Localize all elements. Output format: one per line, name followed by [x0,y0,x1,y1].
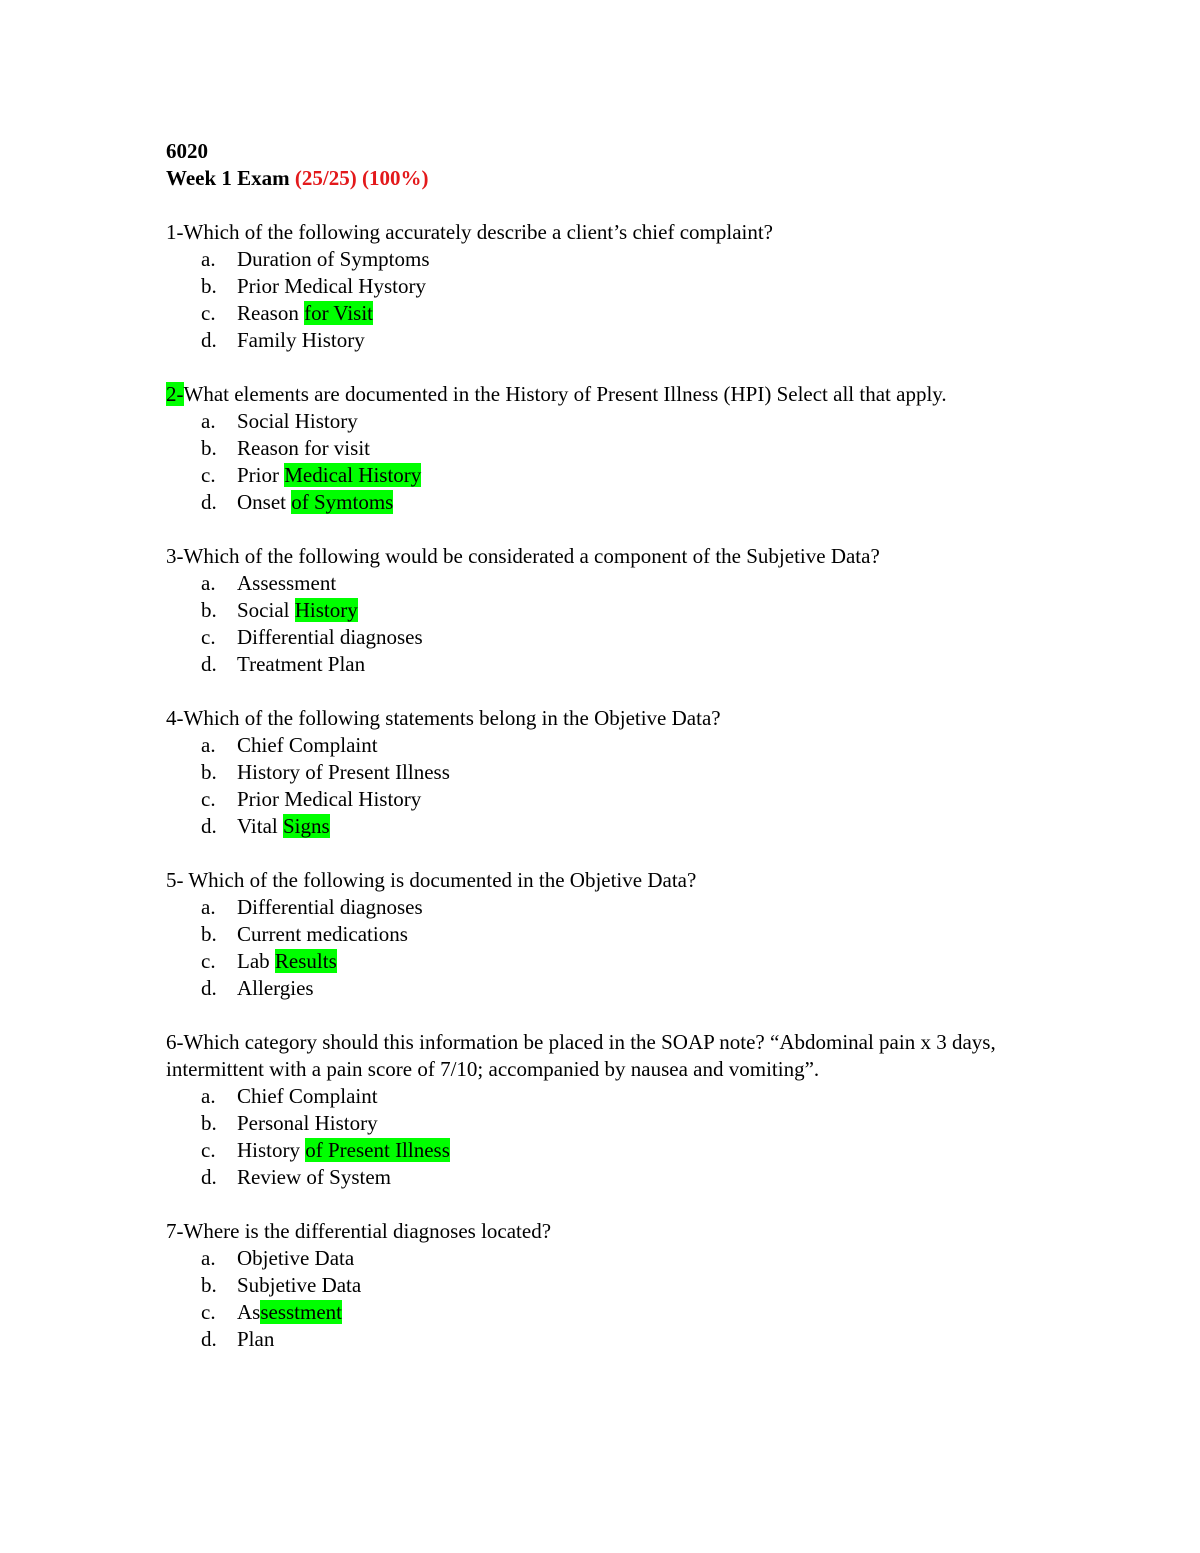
question-prompt-text: 1-Which of the following accurately describe a client’s chief complaint? [166,220,774,244]
option-letter: a. [201,895,216,919]
option-text: Plan [237,1327,275,1351]
option-body [237,1245,354,1272]
option-body [237,651,365,678]
question-6 [166,1029,1046,1191]
answer-options [166,732,1046,840]
answer-option [166,1137,1046,1164]
answer-option [166,921,1046,948]
answer-option [166,489,1046,516]
answer-option [166,651,1046,678]
option-text: Social [237,598,295,622]
option-letter: a. [201,733,216,757]
answer-option [166,1299,1046,1326]
answer-options [166,1245,1046,1353]
answer-option [166,435,1046,462]
exam-title [166,165,1046,192]
option-text: Current medications [237,922,408,946]
course-number: 6020 [166,139,208,163]
option-text: Onset [237,490,292,514]
option-text: Chief Complaint [237,733,378,757]
option-body [237,624,423,651]
option-highlight: sesstment [260,1300,343,1324]
option-body [237,921,408,948]
answer-option [166,597,1046,624]
question-prompt [166,705,1046,732]
option-text: Vital [237,814,283,838]
option-body [237,1110,378,1137]
question-1 [166,219,1046,354]
option-text: Reason for visit [237,436,370,460]
option-body [237,732,378,759]
option-letter: d. [201,814,217,838]
option-body [237,1299,342,1326]
option-letter: c. [201,949,216,973]
answer-option [166,462,1046,489]
option-text: Social History [237,409,358,433]
option-highlight: for Visit [304,301,374,325]
option-text: Differential diagnoses [237,625,423,649]
question-prompt [166,867,1046,894]
answer-option [166,813,1046,840]
option-letter: d. [201,490,217,514]
exam-name: Week 1 Exam [166,166,290,190]
option-body [237,786,421,813]
answer-option [166,1245,1046,1272]
answer-option [166,300,1046,327]
answer-option [166,1164,1046,1191]
option-body [237,1326,274,1353]
option-letter: c. [201,1138,216,1162]
answer-option [166,327,1046,354]
option-text: Duration of Symptoms [237,247,430,271]
option-letter: a. [201,1246,216,1270]
answer-option [166,1272,1046,1299]
option-highlight: of Present Illness [305,1138,450,1162]
option-body [237,759,450,786]
option-body [237,894,423,921]
answer-option [166,408,1046,435]
option-highlight: Signs [282,814,330,838]
answer-option [166,894,1046,921]
option-letter: c. [201,301,216,325]
option-letter: c. [201,463,216,487]
option-text: Differential diagnoses [237,895,423,919]
option-text: Prior [237,463,285,487]
question-prompt-text: 3-Which of the following would be considerated a component of the Subjetive Data? [166,544,880,568]
option-text: As [237,1300,261,1324]
question-3 [166,543,1046,678]
option-letter: b. [201,598,217,622]
answer-options [166,246,1046,354]
option-body [237,975,314,1002]
option-highlight: Medical History [284,463,422,487]
option-text: Subjetive Data [237,1273,362,1297]
option-text: Prior Medical Hystory [237,274,426,298]
option-body [237,246,430,273]
option-body [237,462,421,489]
option-body [237,489,393,516]
option-text: Objetive Data [237,1246,355,1270]
exam-document [166,138,1046,1353]
answer-options [166,1083,1046,1191]
option-body [237,435,370,462]
option-text: Family History [237,328,365,352]
option-text: History [237,1138,306,1162]
option-letter: c. [201,625,216,649]
option-text: Treatment Plan [237,652,366,676]
answer-option [166,1083,1046,1110]
question-7 [166,1218,1046,1353]
option-body [237,1272,361,1299]
option-letter: d. [201,652,217,676]
question-5 [166,867,1046,1002]
answer-option [166,246,1046,273]
option-body [237,948,337,975]
question-2 [166,381,1046,516]
question-prompt-text: 5- Which of the following is documented in the Objetive Data? [166,868,697,892]
option-body [237,813,330,840]
option-text: Review of System [237,1165,391,1189]
answer-option [166,273,1046,300]
question-prompt-text: 4-Which of the following statements belong in the Objetive Data? [166,706,721,730]
option-text: Reason [237,301,305,325]
question-prompt-text: What elements are documented in the History of Present Illness (HPI) Select all that apply. [183,382,947,406]
answer-option [166,975,1046,1002]
option-text: Lab [237,949,275,973]
answer-options [166,570,1046,678]
option-letter: b. [201,760,217,784]
question-prompt [166,1218,1046,1245]
option-letter: d. [201,328,217,352]
option-body [237,408,358,435]
answer-option [166,786,1046,813]
answer-option [166,1326,1046,1353]
option-body [237,1164,391,1191]
option-letter: b. [201,274,217,298]
question-prompt-text: 7-Where is the differential diagnoses located? [166,1219,552,1243]
answer-options [166,408,1046,516]
option-body [237,327,365,354]
option-letter: c. [201,787,216,811]
option-text: Allergies [237,976,314,1000]
option-letter: c. [201,1300,216,1324]
option-letter: d. [201,976,217,1000]
option-letter: b. [201,1273,217,1297]
option-highlight: Results [274,949,337,973]
question-prompt [166,1029,1046,1083]
answer-option [166,759,1046,786]
option-letter: a. [201,409,216,433]
option-body [237,300,373,327]
option-letter: b. [201,922,217,946]
option-body [237,1137,450,1164]
option-body [237,1083,378,1110]
option-letter: d. [201,1165,217,1189]
option-letter: a. [201,571,216,595]
question-list [166,219,1046,1353]
question-4 [166,705,1046,840]
question-prompt-text: 6-Which category should this information be placed in the SOAP note? “Abdominal pain x 3 days, intermittent with a pain score of 7/10; accompanied by nausea and vomiting”. [166,1030,996,1081]
exam-score: (25/25) (100%) [294,166,429,190]
option-body [237,273,426,300]
option-text: Prior Medical History [237,787,422,811]
answer-options [166,894,1046,1002]
option-letter: d. [201,1327,217,1351]
answer-option [166,570,1046,597]
option-letter: a. [201,247,216,271]
option-body [237,570,336,597]
question-prompt [166,543,1046,570]
question-prompt [166,381,1046,408]
option-letter: b. [201,436,217,460]
option-text: History of Present Illness [237,760,450,784]
option-body [237,597,358,624]
option-highlight: History [294,598,358,622]
option-letter: a. [201,1084,216,1108]
option-letter: b. [201,1111,217,1135]
option-text: Assessment [237,571,337,595]
option-highlight: of Symtoms [291,490,394,514]
question-number-highlight: 2- [166,382,184,406]
answer-option [166,624,1046,651]
option-text: Personal History [237,1111,378,1135]
question-prompt [166,219,1046,246]
answer-option [166,948,1046,975]
answer-option [166,1110,1046,1137]
answer-option [166,732,1046,759]
option-text: Chief Complaint [237,1084,378,1108]
